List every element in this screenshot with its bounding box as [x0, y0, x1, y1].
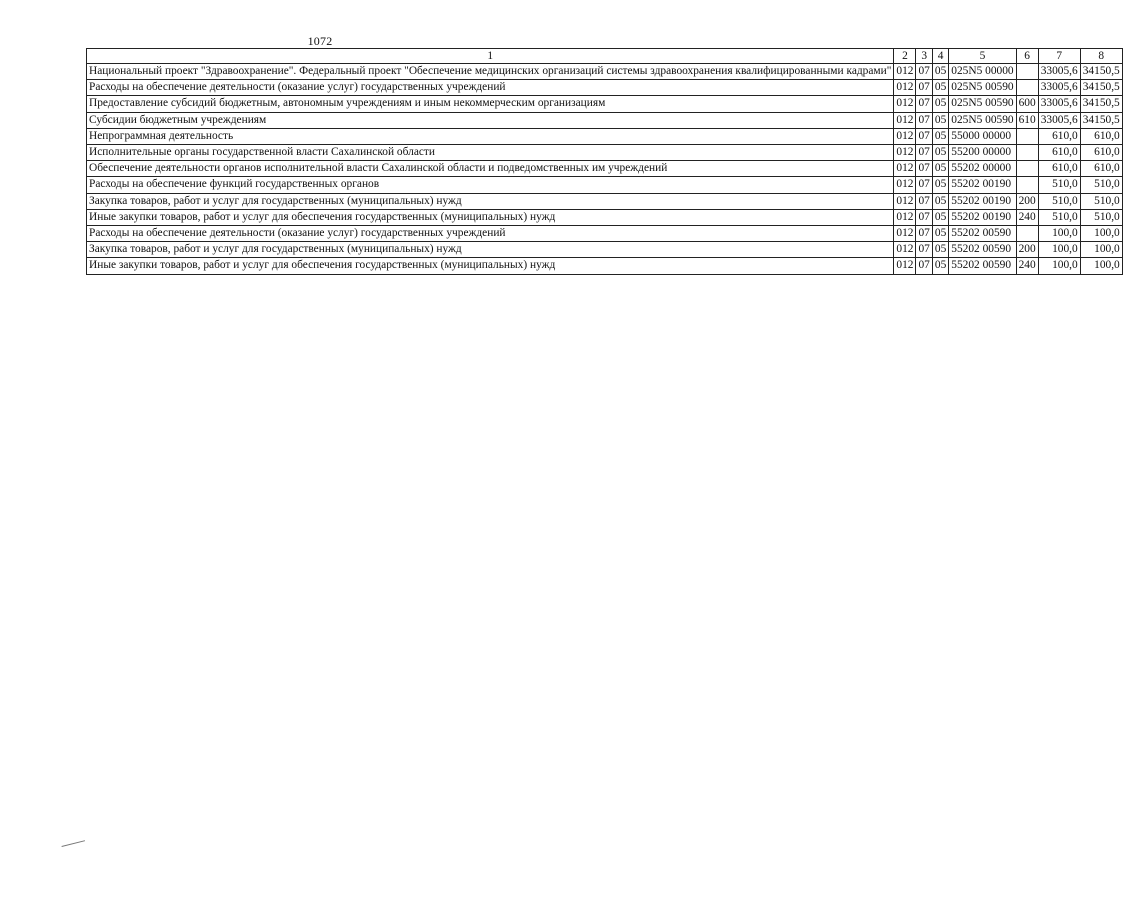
- row-target-code: 55202 00590: [949, 258, 1016, 274]
- row-section-code: 07: [916, 193, 932, 209]
- row-amount-1: 510,0: [1038, 177, 1080, 193]
- row-expense-type: [1016, 128, 1038, 144]
- row-subsection-code: 05: [932, 242, 948, 258]
- row-section-code: 07: [916, 112, 932, 128]
- row-amount-1: 33005,6: [1038, 80, 1080, 96]
- row-target-code: 55202 00000: [949, 161, 1016, 177]
- row-subsection-code: 05: [932, 80, 948, 96]
- table-row: [87, 242, 1123, 258]
- row-name: Обеспечение деятельности органов исполнительной власти Сахалинской области и подведомственных им учреждений: [87, 161, 894, 177]
- row-amount-1: 610,0: [1038, 128, 1080, 144]
- row-amount-1: 100,0: [1038, 226, 1080, 242]
- row-target-code: 025N5 00590: [949, 96, 1016, 112]
- page-number: 1072: [307, 34, 333, 48]
- row-amount-2: 34150,5: [1080, 96, 1122, 112]
- row-amount-2: 610,0: [1080, 128, 1122, 144]
- row-ministry-code: 012: [894, 193, 916, 209]
- table-row: [87, 209, 1123, 225]
- table-row: [87, 177, 1123, 193]
- row-subsection-code: 05: [932, 177, 948, 193]
- table-row: [87, 226, 1123, 242]
- row-ministry-code: 012: [894, 96, 916, 112]
- row-name: Предоставление субсидий бюджетным, автономным учреждениям и иным некоммерческим организациям: [87, 96, 894, 112]
- row-name: Непрограммная деятельность: [87, 128, 894, 144]
- row-section-code: 07: [916, 242, 932, 258]
- row-section-code: 07: [916, 258, 932, 274]
- row-subsection-code: 05: [932, 258, 948, 274]
- row-amount-2: 100,0: [1080, 258, 1122, 274]
- pen-mark: [62, 840, 87, 853]
- row-amount-2: 100,0: [1080, 242, 1122, 258]
- row-ministry-code: 012: [894, 177, 916, 193]
- table-row: [87, 112, 1123, 128]
- header-col-8: 8: [1080, 49, 1122, 64]
- header-col-6: 6: [1016, 49, 1038, 64]
- row-amount-2: 610,0: [1080, 161, 1122, 177]
- table-row: [87, 145, 1123, 161]
- row-ministry-code: 012: [894, 258, 916, 274]
- row-target-code: 55200 00000: [949, 145, 1016, 161]
- row-expense-type: 600: [1016, 96, 1038, 112]
- row-amount-2: 34150,5: [1080, 80, 1122, 96]
- row-amount-1: 610,0: [1038, 161, 1080, 177]
- row-target-code: 025N5 00590: [949, 80, 1016, 96]
- row-ministry-code: 012: [894, 161, 916, 177]
- row-section-code: 07: [916, 177, 932, 193]
- row-amount-1: 100,0: [1038, 242, 1080, 258]
- row-subsection-code: 05: [932, 226, 948, 242]
- row-amount-2: 34150,5: [1080, 112, 1122, 128]
- row-amount-2: 510,0: [1080, 193, 1122, 209]
- row-target-code: 025N5 00590: [949, 112, 1016, 128]
- row-amount-2: 510,0: [1080, 209, 1122, 225]
- row-amount-2: 100,0: [1080, 226, 1122, 242]
- table-row: [87, 258, 1123, 274]
- row-section-code: 07: [916, 145, 932, 161]
- row-name: Закупка товаров, работ и услуг для государственных (муниципальных) нужд: [87, 242, 894, 258]
- header-col-7: 7: [1038, 49, 1080, 64]
- row-target-code: 55202 00190: [949, 177, 1016, 193]
- table-row: [87, 193, 1123, 209]
- row-amount-1: 33005,6: [1038, 112, 1080, 128]
- row-expense-type: 200: [1016, 193, 1038, 209]
- row-expense-type: 240: [1016, 258, 1038, 274]
- row-amount-1: 610,0: [1038, 145, 1080, 161]
- row-subsection-code: 05: [932, 209, 948, 225]
- row-ministry-code: 012: [894, 209, 916, 225]
- row-section-code: 07: [916, 161, 932, 177]
- row-amount-2: 510,0: [1080, 177, 1122, 193]
- row-subsection-code: 05: [932, 112, 948, 128]
- row-section-code: 07: [916, 226, 932, 242]
- row-expense-type: [1016, 145, 1038, 161]
- row-name: Иные закупки товаров, работ и услуг для обеспечения государственных (муниципальных) нужд: [87, 258, 894, 274]
- row-amount-1: 100,0: [1038, 258, 1080, 274]
- row-amount-1: 33005,6: [1038, 96, 1080, 112]
- row-ministry-code: 012: [894, 242, 916, 258]
- row-expense-type: [1016, 64, 1038, 80]
- row-subsection-code: 05: [932, 145, 948, 161]
- row-section-code: 07: [916, 209, 932, 225]
- row-target-code: 55202 00590: [949, 242, 1016, 258]
- header-row: [87, 49, 1123, 64]
- row-ministry-code: 012: [894, 226, 916, 242]
- row-amount-2: 34150,5: [1080, 64, 1122, 80]
- row-target-code: 55202 00190: [949, 193, 1016, 209]
- row-name: Расходы на обеспечение функций государственных органов: [87, 177, 894, 193]
- row-section-code: 07: [916, 128, 932, 144]
- row-expense-type: [1016, 80, 1038, 96]
- budget-table: [86, 48, 1123, 275]
- row-target-code: 55202 00190: [949, 209, 1016, 225]
- row-amount-1: 510,0: [1038, 193, 1080, 209]
- row-name: Субсидии бюджетным учреждениям: [87, 112, 894, 128]
- row-subsection-code: 05: [932, 193, 948, 209]
- row-subsection-code: 05: [932, 128, 948, 144]
- row-ministry-code: 012: [894, 112, 916, 128]
- row-expense-type: 200: [1016, 242, 1038, 258]
- header-col-5: 5: [949, 49, 1016, 64]
- row-subsection-code: 05: [932, 161, 948, 177]
- row-target-code: 55202 00590: [949, 226, 1016, 242]
- header-col-2: 2: [894, 49, 916, 64]
- row-expense-type: [1016, 226, 1038, 242]
- table-row: [87, 96, 1123, 112]
- row-section-code: 07: [916, 64, 932, 80]
- row-expense-type: 240: [1016, 209, 1038, 225]
- row-target-code: 55000 00000: [949, 128, 1016, 144]
- row-expense-type: [1016, 177, 1038, 193]
- row-name: Исполнительные органы государственной власти Сахалинской области: [87, 145, 894, 161]
- row-section-code: 07: [916, 80, 932, 96]
- row-name: Закупка товаров, работ и услуг для государственных (муниципальных) нужд: [87, 193, 894, 209]
- row-amount-1: 510,0: [1038, 209, 1080, 225]
- header-col-1: 1: [87, 49, 894, 64]
- row-amount-2: 610,0: [1080, 145, 1122, 161]
- table-row: [87, 128, 1123, 144]
- row-amount-1: 33005,6: [1038, 64, 1080, 80]
- header-col-3: 3: [916, 49, 932, 64]
- header-col-4: 4: [932, 49, 948, 64]
- row-expense-type: 610: [1016, 112, 1038, 128]
- row-subsection-code: 05: [932, 96, 948, 112]
- row-ministry-code: 012: [894, 80, 916, 96]
- row-ministry-code: 012: [894, 128, 916, 144]
- row-section-code: 07: [916, 96, 932, 112]
- row-name: Национальный проект "Здравоохранение". Федеральный проект "Обеспечение медицинских организаций системы здравоохранения квалифицированными кадрами": [87, 64, 894, 80]
- row-name: Расходы на обеспечение деятельности (оказание услуг) государственных учреждений: [87, 80, 894, 96]
- row-name: Иные закупки товаров, работ и услуг для обеспечения государственных (муниципальных) нужд: [87, 209, 894, 225]
- row-ministry-code: 012: [894, 64, 916, 80]
- row-expense-type: [1016, 161, 1038, 177]
- row-name: Расходы на обеспечение деятельности (оказание услуг) государственных учреждений: [87, 226, 894, 242]
- row-target-code: 025N5 00000: [949, 64, 1016, 80]
- row-ministry-code: 012: [894, 145, 916, 161]
- table-row: [87, 161, 1123, 177]
- row-subsection-code: 05: [932, 64, 948, 80]
- table-row: [87, 64, 1123, 80]
- table-row: [87, 80, 1123, 96]
